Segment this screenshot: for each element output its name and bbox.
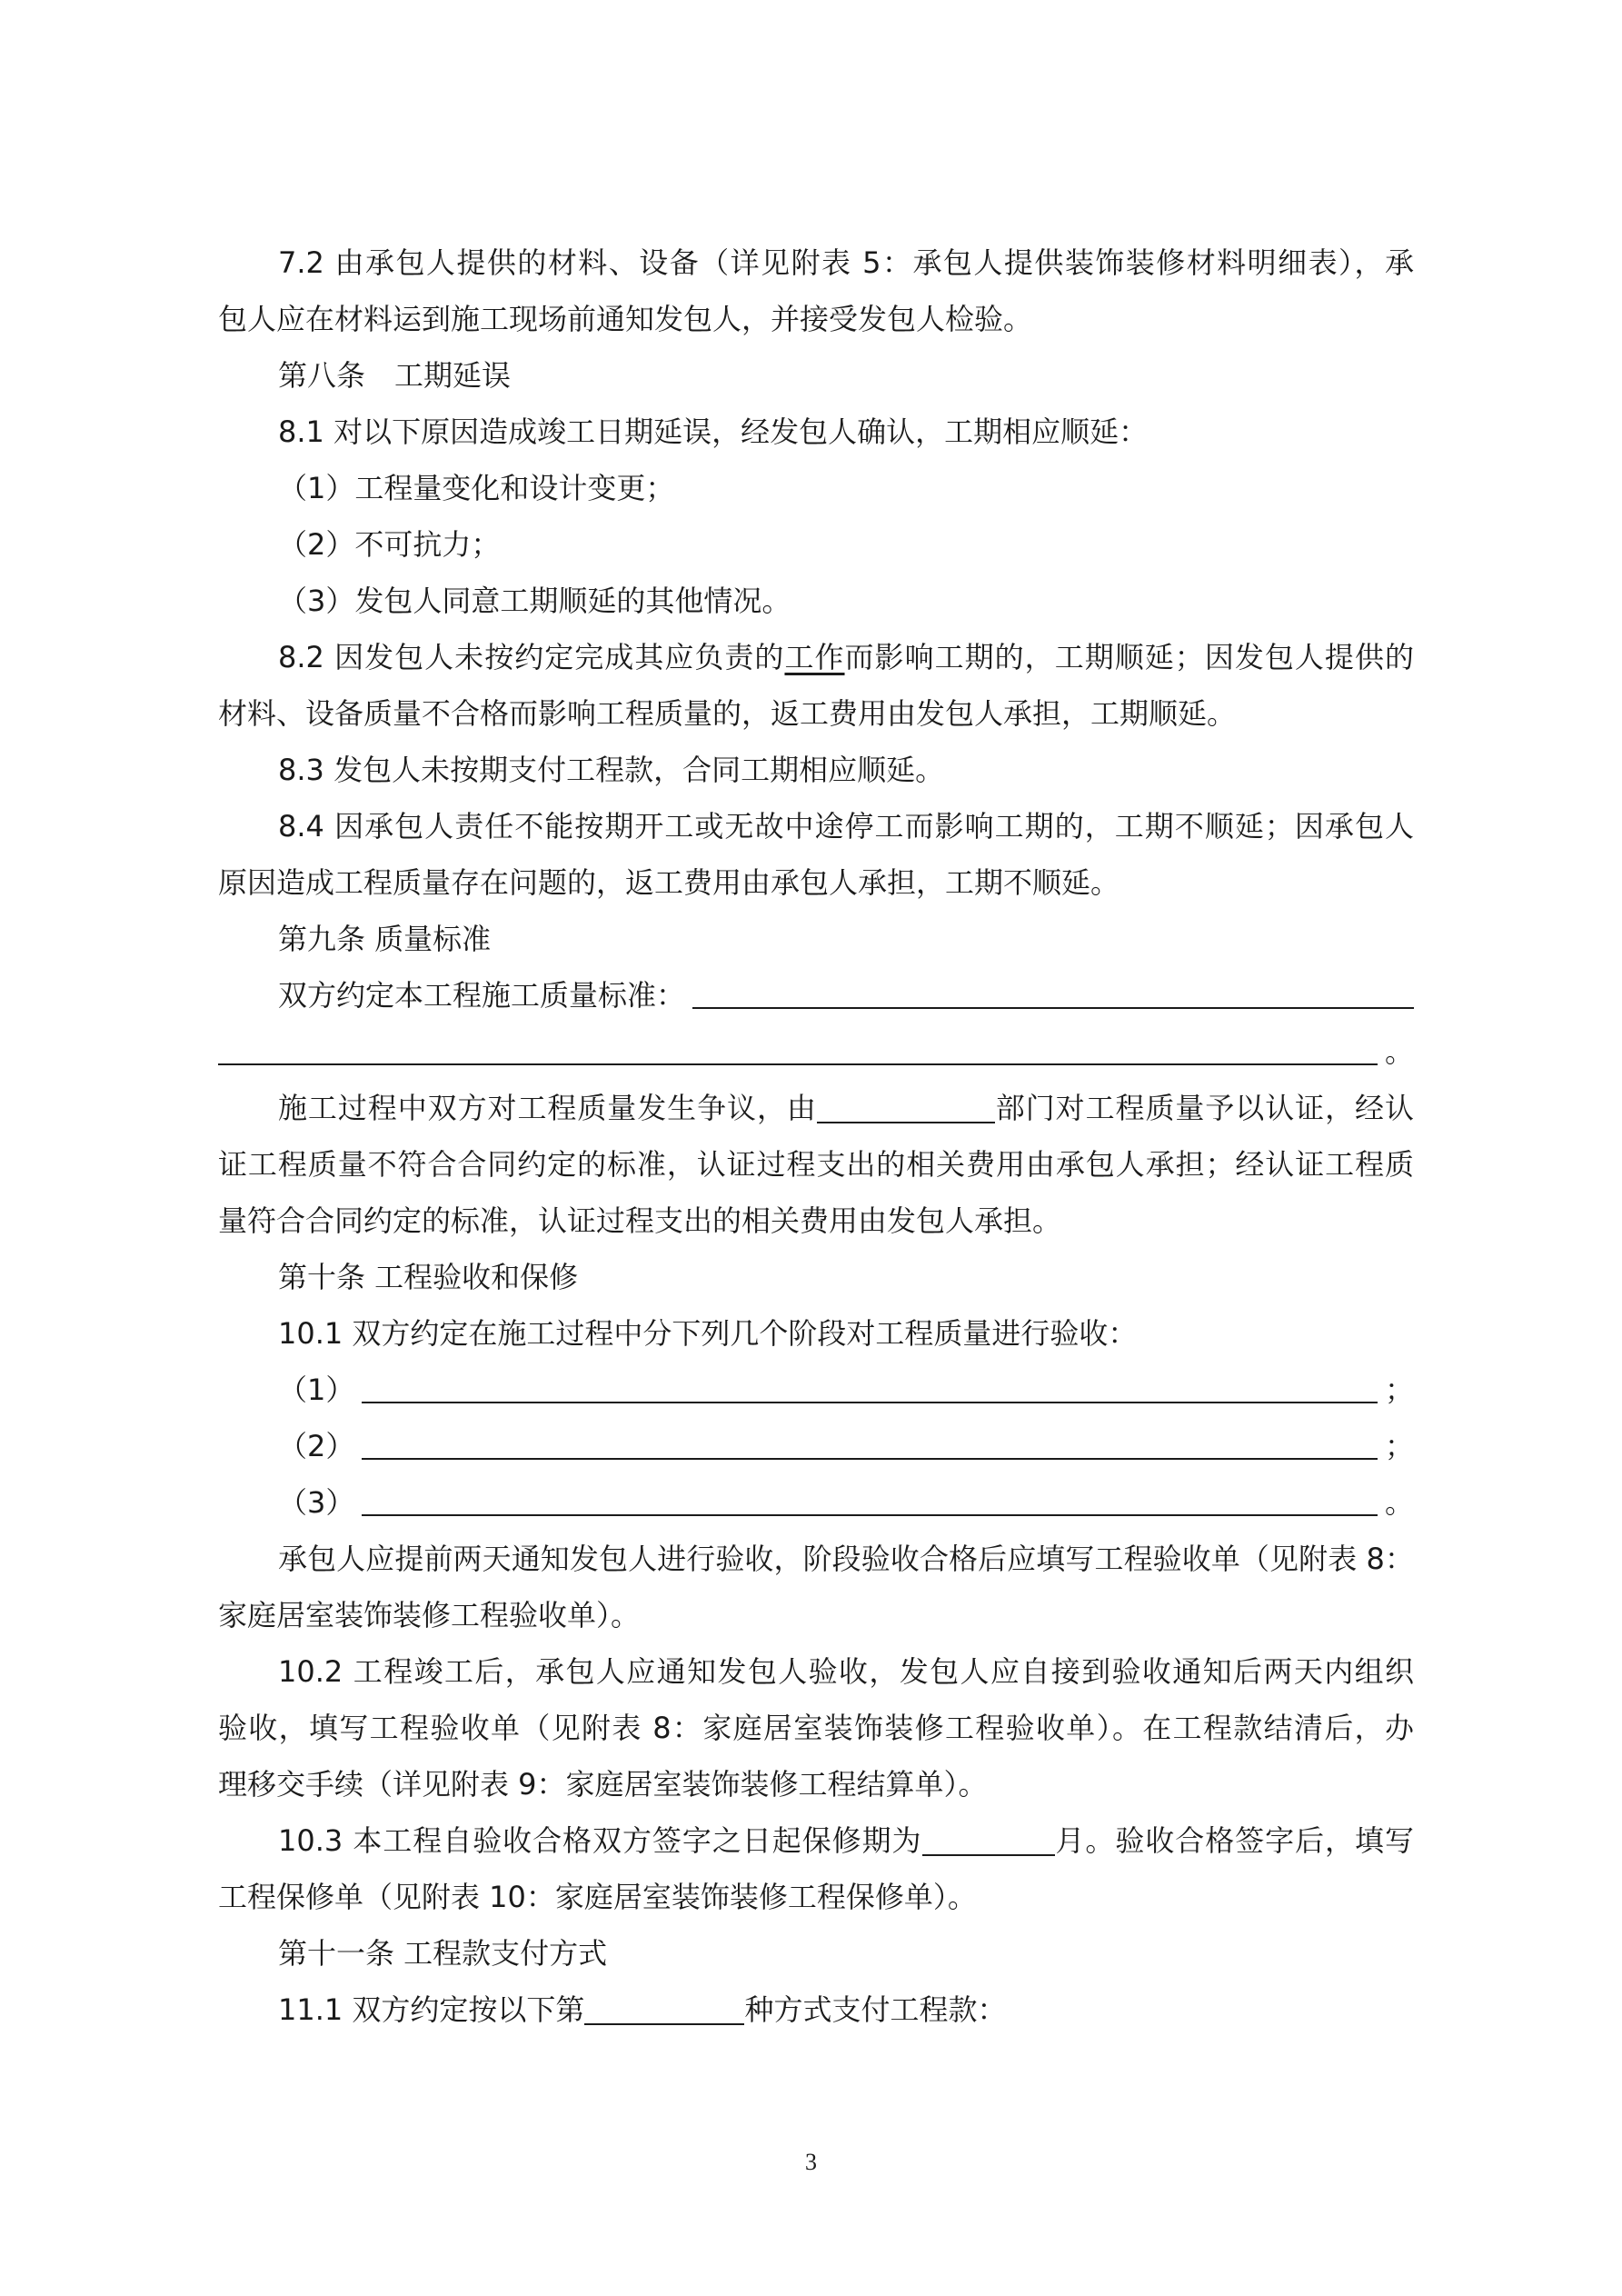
- clause-11-1-text-b: 种方式支付工程款：: [744, 1992, 1007, 2027]
- stage-2-end: ；: [1384, 1429, 1414, 1463]
- clause-10-3-text-b: 月。验收合格签字后，填写: [1054, 1823, 1414, 1858]
- clause-8-2-text-c: 而影响工期的，工期顺延；因发包人提供的: [844, 640, 1414, 674]
- article-11-heading: 第十一条 工程款支付方式: [278, 1936, 608, 1971]
- clause-8-2-underlined-word: 工作: [784, 640, 845, 674]
- quality-standard-label: 双方约定本工程施工质量标准：: [278, 978, 686, 1013]
- clause-8-1-item2: （2）不可抗力；: [278, 527, 501, 562]
- stage-3-blank[interactable]: [362, 1487, 1378, 1516]
- quality-standard-blank[interactable]: [692, 980, 1414, 1009]
- article-8-heading: 第八条 工期延误: [278, 358, 512, 393]
- dispute-line1: [218, 1089, 1414, 1127]
- stage-1-end: ；: [1384, 1373, 1414, 1407]
- quality-standard-line2: [218, 1033, 1414, 1071]
- stage-1-line: [218, 1371, 1414, 1409]
- clause-10-3-line2: 工程保修单（见附表 10：家庭居室装饰装修工程保修单）。: [218, 1880, 977, 1914]
- clause-10-2-line1: 10.2 工程竣工后，承包人应通知发包人验收，发包人应自接到验收通知后两天内组织: [278, 1654, 1414, 1689]
- clause-10-2-line3: 理移交手续（详见附表 9：家庭居室装饰装修工程结算单）。: [218, 1767, 988, 1802]
- stage-3-end: 。: [1384, 1485, 1414, 1520]
- clause-10-3-line1: [218, 1822, 1414, 1860]
- quality-standard-line: [218, 976, 1414, 1014]
- stage-3-line: [218, 1483, 1414, 1522]
- dispute-text-b: 部门对工程质量予以认证，经认: [994, 1091, 1414, 1125]
- clause-8-2-line1: [218, 638, 1414, 676]
- clause-8-3: 8.3 发包人未按期支付工程款，合同工期相应顺延。: [278, 753, 945, 787]
- clause-11-1: [218, 1991, 1414, 2029]
- clause-7-2-line1: 7.2 由承包人提供的材料、设备（详见附表 5：承包人提供装饰装修材料明细表），承: [278, 245, 1414, 280]
- clause-10-2-line2: 验收，填写工程验收单（见附表 8：家庭居室装饰装修工程验收单）。在工程款结清后，办: [218, 1711, 1414, 1745]
- clause-10-1: 10.1 双方约定在施工过程中分下列几个阶段对工程质量进行验收：: [278, 1316, 1138, 1351]
- dispute-text-a: 施工过程中双方对工程质量发生争议，由: [278, 1091, 817, 1125]
- quality-standard-end: 。: [1384, 1034, 1414, 1069]
- stage-1-blank[interactable]: [362, 1374, 1378, 1403]
- stage-2-label: （2）: [278, 1429, 355, 1463]
- clause-7-2-line2: 包人应在材料运到施工现场前通知发包人，并接受发包人检验。: [218, 302, 1033, 336]
- dispute-line3: 量符合合同约定的标准，认证过程支出的相关费用由发包人承担。: [218, 1203, 1062, 1238]
- payment-method-blank[interactable]: [584, 1996, 744, 2025]
- clause-8-2-line2: 材料、设备质量不合格而影响工程质量的，返工费用由发包人承担，工期顺延。: [218, 696, 1237, 731]
- clause-8-1-item1: （1）工程量变化和设计变更；: [278, 471, 675, 505]
- article-9-heading: 第九条 质量标准: [278, 922, 492, 956]
- page-number: 3: [805, 2149, 817, 2175]
- stage-3-label: （3）: [278, 1485, 355, 1520]
- clause-8-1-item3: （3）发包人同意工期顺延的其他情况。: [278, 584, 791, 618]
- acceptance-notice-line2: 家庭居室装饰装修工程验收单）。: [218, 1598, 641, 1632]
- article-10-heading: 第十条 工程验收和保修: [278, 1260, 579, 1294]
- clause-8-4-line1: 8.4 因承包人责任不能按期开工或无故中途停工而影响工期的，工期不顺延；因承包人: [278, 809, 1414, 844]
- clause-8-1: 8.1 对以下原因造成竣工日期延误，经发包人确认，工期相应顺延：: [278, 414, 1149, 449]
- clause-8-2-text-a: 8.2 因发包人未按约定完成其应负责的: [278, 640, 785, 674]
- acceptance-notice-line1: 承包人应提前两天通知发包人进行验收，阶段验收合格后应填写工程验收单（见附表 8：: [278, 1542, 1414, 1576]
- quality-standard-blank-2[interactable]: [218, 1036, 1378, 1065]
- certifying-department-blank[interactable]: [817, 1094, 995, 1123]
- clause-8-4-line2: 原因造成工程质量存在问题的，返工费用由承包人承担，工期不顺延。: [218, 865, 1120, 900]
- stage-1-label: （1）: [278, 1373, 355, 1407]
- dispute-line2: 证工程质量不符合合同约定的标准，认证过程支出的相关费用由承包人承担；经认证工程质: [218, 1147, 1414, 1182]
- stage-2-line: [218, 1427, 1414, 1465]
- stage-2-blank[interactable]: [362, 1431, 1378, 1460]
- clause-11-1-text-a: 11.1 双方约定按以下第: [278, 1992, 585, 2027]
- clause-10-3-text-a: 10.3 本工程自验收合格双方签字之日起保修期为: [278, 1823, 922, 1858]
- warranty-months-blank[interactable]: [922, 1827, 1055, 1856]
